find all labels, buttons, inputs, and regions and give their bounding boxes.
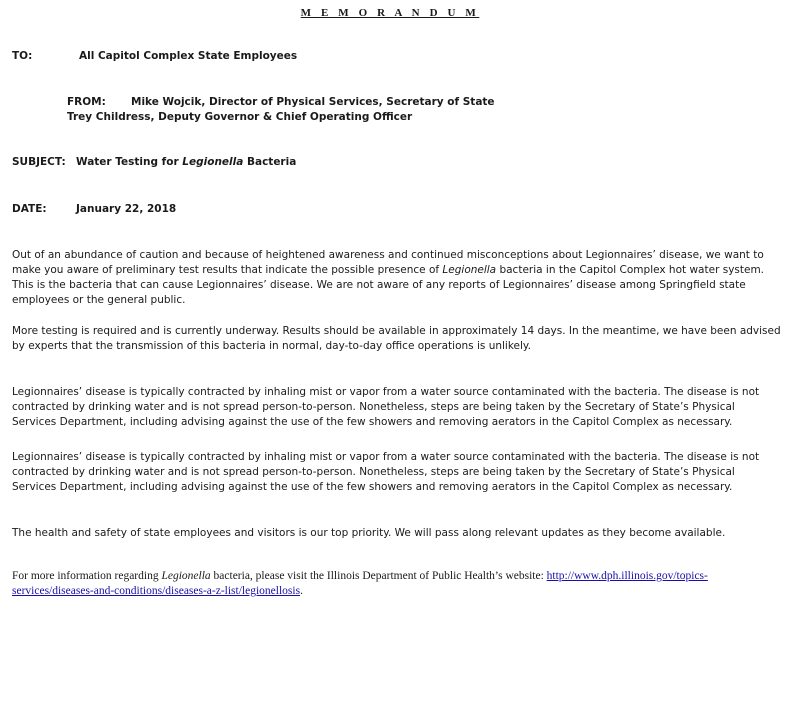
subject-prefix: Water Testing for [76, 156, 183, 168]
from-label: FROM: [67, 96, 106, 108]
subject-line [12, 155, 296, 170]
note-text-a: For more information regarding [12, 570, 162, 582]
to-value: All Capitol Complex State Employees [79, 50, 298, 62]
paragraph-1 [12, 248, 782, 308]
subject-italic: Legionella [182, 156, 244, 168]
note-text-b: bacteria, please visit the Illinois Department of Public Health’s website: [210, 570, 547, 582]
subject-label: SUBJECT: [12, 156, 66, 168]
paragraph-2: More testing is required and is currently underway. Results should be available in approximately 14 days. In the meantime, we have been advised by experts that the transmission of this bacteria in normal, day-to-day office operations is unlikely. [12, 325, 781, 352]
idph-legionellosis-link[interactable]: http://www.dph.illinois.gov/topics-services/diseases-and-conditions/diseases-a-z-list/legionellosis [12, 570, 708, 597]
date-value: January 22, 2018 [76, 203, 177, 215]
more-info-note [12, 569, 782, 599]
p1-text-b: bacteria in the Capitol Complex hot water system. This is the bacteria that can cause Legionnaires’ disease. We are not aware of any reports of Legionnaires’ disease among Springfield state employees or the general public. [12, 264, 765, 306]
memo-title: M E M O R A N D U M [300, 7, 480, 19]
paragraph-5: The health and safety of state employees and visitors is our top priority. We will pass along relevant updates as they become available. [12, 527, 726, 539]
from-line2: Trey Childress, Deputy Governor & Chief Operating Officer [67, 111, 413, 123]
to-line [12, 49, 297, 64]
subject-suffix: Bacteria [243, 156, 297, 168]
from-line1: Mike Wojcik, Director of Physical Services, Secretary of State [131, 96, 495, 108]
p1-text-a: Out of an abundance of caution and because of heightened awareness and continued misconceptions about Legionnaires’ disease, we want to make you aware of preliminary test results that indicate the possible presence of [12, 249, 764, 276]
to-label: TO: [12, 50, 33, 62]
p1-italic: Legionella [442, 264, 497, 276]
from-block [67, 95, 495, 125]
note-italic: Legionella [161, 570, 211, 582]
paragraph-3: Legionnaires’ disease is typically contracted by inhaling mist or vapor from a water source contaminated with the bacteria. The disease is not contracted by drinking water and is not spread person-to-person. Nonetheless, steps are being taken by the Secretary of State’s Physical Services Department, including advising against the use of the few showers and removing aerators in the Capitol Complex as necessary. [12, 386, 760, 428]
date-line [12, 202, 176, 217]
note-text-c: . [300, 585, 303, 597]
paragraph-4: Legionnaires’ disease is typically contracted by inhaling mist or vapor from a water source contaminated with the bacteria. The disease is not contracted by drinking water and is not spread person-to-person. Nonetheless, steps are being taken by the Secretary of State’s Physical Services Department, including advising against the use of the few showers and removing aerators in the Capitol Complex as necessary. [12, 451, 760, 493]
date-label: DATE: [12, 203, 47, 215]
